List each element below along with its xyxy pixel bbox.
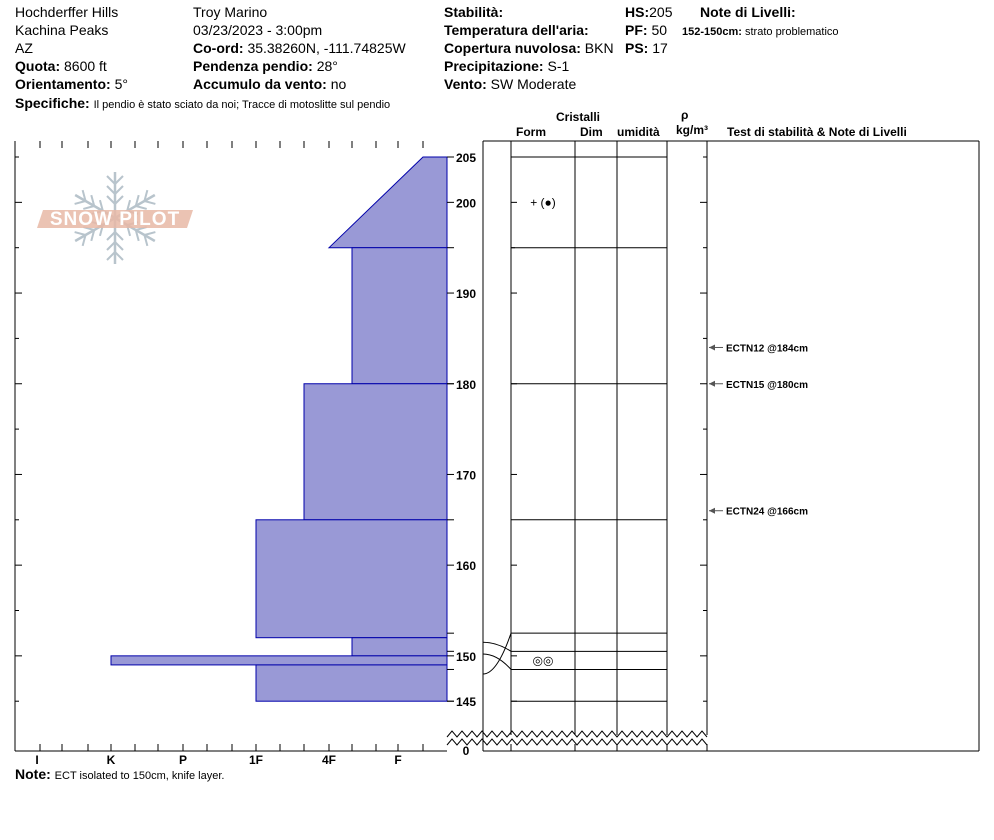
hs-label: HS:	[625, 4, 650, 20]
layer-note-range: 152-150cm:	[682, 26, 742, 38]
stability-test-label: ECTN24 @166cm	[726, 506, 809, 518]
height-tick-label: 160	[455, 559, 477, 574]
ps-label: PS:	[625, 40, 649, 56]
footer-note	[15, 766, 224, 784]
grain-symbol: ◎◎	[532, 653, 554, 668]
layer-connector	[483, 654, 511, 669]
size-header: Dim	[580, 125, 603, 139]
wind-load-value: no	[330, 76, 347, 92]
height-tick-label: 200	[455, 196, 477, 211]
form-header: Form	[516, 125, 546, 139]
layer-notes-label: Note di Livelli:	[700, 4, 796, 20]
rho-header: ρ	[681, 108, 689, 122]
specifics-value: Il pendio è stato sciato da noi; Tracce di motoslitte sul pendio	[93, 99, 391, 111]
elevation-label: Quota:	[15, 58, 61, 74]
hardness-bar	[352, 638, 447, 656]
hardness-bar	[352, 248, 447, 384]
logo-text: SNOW PILOT	[49, 209, 181, 230]
wind-value: SW Moderate	[490, 76, 577, 92]
stability-test-label: ECTN12 @184cm	[726, 343, 809, 355]
specifics-label: Specifiche:	[15, 95, 90, 111]
elevation-value: 8600 ft	[64, 58, 107, 74]
stability-label: Stabilità:	[444, 4, 504, 20]
sky-value: BKN	[584, 40, 614, 56]
note-label: Note:	[15, 766, 51, 782]
moisture-header: umidità	[617, 125, 660, 139]
ps-value: 17	[652, 40, 668, 56]
stability-test-label: ECTN15 @180cm	[726, 379, 809, 391]
air-temp-label: Temperatura dell'aria:	[444, 22, 589, 38]
height-tick-label: 180	[455, 377, 477, 392]
coord-value: 35.38260N, -111.74825W	[247, 40, 406, 56]
axis-break-zigzag	[447, 731, 707, 737]
hardness-label: 1F	[248, 753, 264, 767]
hardness-label: 4F	[321, 753, 337, 767]
hardness-label: F	[394, 753, 402, 767]
height-tick-label: 145	[455, 695, 477, 710]
wind-label: Vento:	[444, 76, 487, 92]
mountain-range: Kachina Peaks	[15, 22, 109, 38]
hardness-bar	[304, 384, 447, 520]
wind-load-label: Accumulo da vento:	[193, 76, 327, 92]
hardness-bar	[111, 656, 447, 665]
hs-value: 205	[649, 4, 673, 20]
stability-test-arrowhead	[709, 344, 715, 350]
height-tick-label: 170	[455, 468, 477, 483]
observer: Troy Marino	[193, 4, 268, 20]
hardness-bar	[256, 665, 447, 701]
note-text: ECT isolated to 150cm, knife layer.	[54, 770, 225, 782]
axis-break-zigzag	[447, 739, 707, 745]
height-tick-label: 0	[462, 744, 470, 758]
stability-test-arrowhead	[709, 381, 715, 387]
aspect-label: Orientamento:	[15, 76, 111, 92]
height-tick-label: 205	[455, 151, 477, 165]
crystals-header: Cristalli	[556, 110, 601, 124]
layer-connector	[483, 633, 511, 674]
tests-header: Test di stabilità & Note di Livelli	[727, 125, 907, 139]
layer-note-text: strato problematico	[745, 26, 839, 38]
hardness-label: I	[35, 753, 39, 767]
coord-label: Co-ord:	[193, 40, 244, 56]
slope-value: 28°	[316, 58, 338, 74]
location-name: Hochderffer Hills	[15, 4, 119, 20]
slope-label: Pendenza pendio:	[193, 58, 313, 74]
stability-test-arrowhead	[709, 508, 715, 514]
hardness-bar	[256, 520, 447, 638]
pf-label: PF:	[625, 22, 648, 38]
precip-value: S-1	[547, 58, 570, 74]
sky-label: Copertura nuvolosa:	[444, 40, 581, 56]
density-unit-header: kg/m³	[676, 123, 709, 137]
height-tick-label: 190	[455, 287, 477, 302]
aspect-value: 5°	[114, 76, 128, 92]
hardness-label: P	[178, 753, 188, 767]
grain-symbol: + (●)	[530, 195, 556, 210]
precip-label: Precipitazione:	[444, 58, 544, 74]
date-time: 03/23/2023 - 3:00pm	[193, 22, 323, 38]
height-tick-label: 150	[455, 649, 477, 664]
hardness-label: K	[106, 753, 116, 767]
pf-value: 50	[651, 22, 668, 38]
state: AZ	[15, 40, 33, 56]
hardness-bar	[329, 157, 447, 248]
snowpilot-logo	[37, 172, 193, 264]
